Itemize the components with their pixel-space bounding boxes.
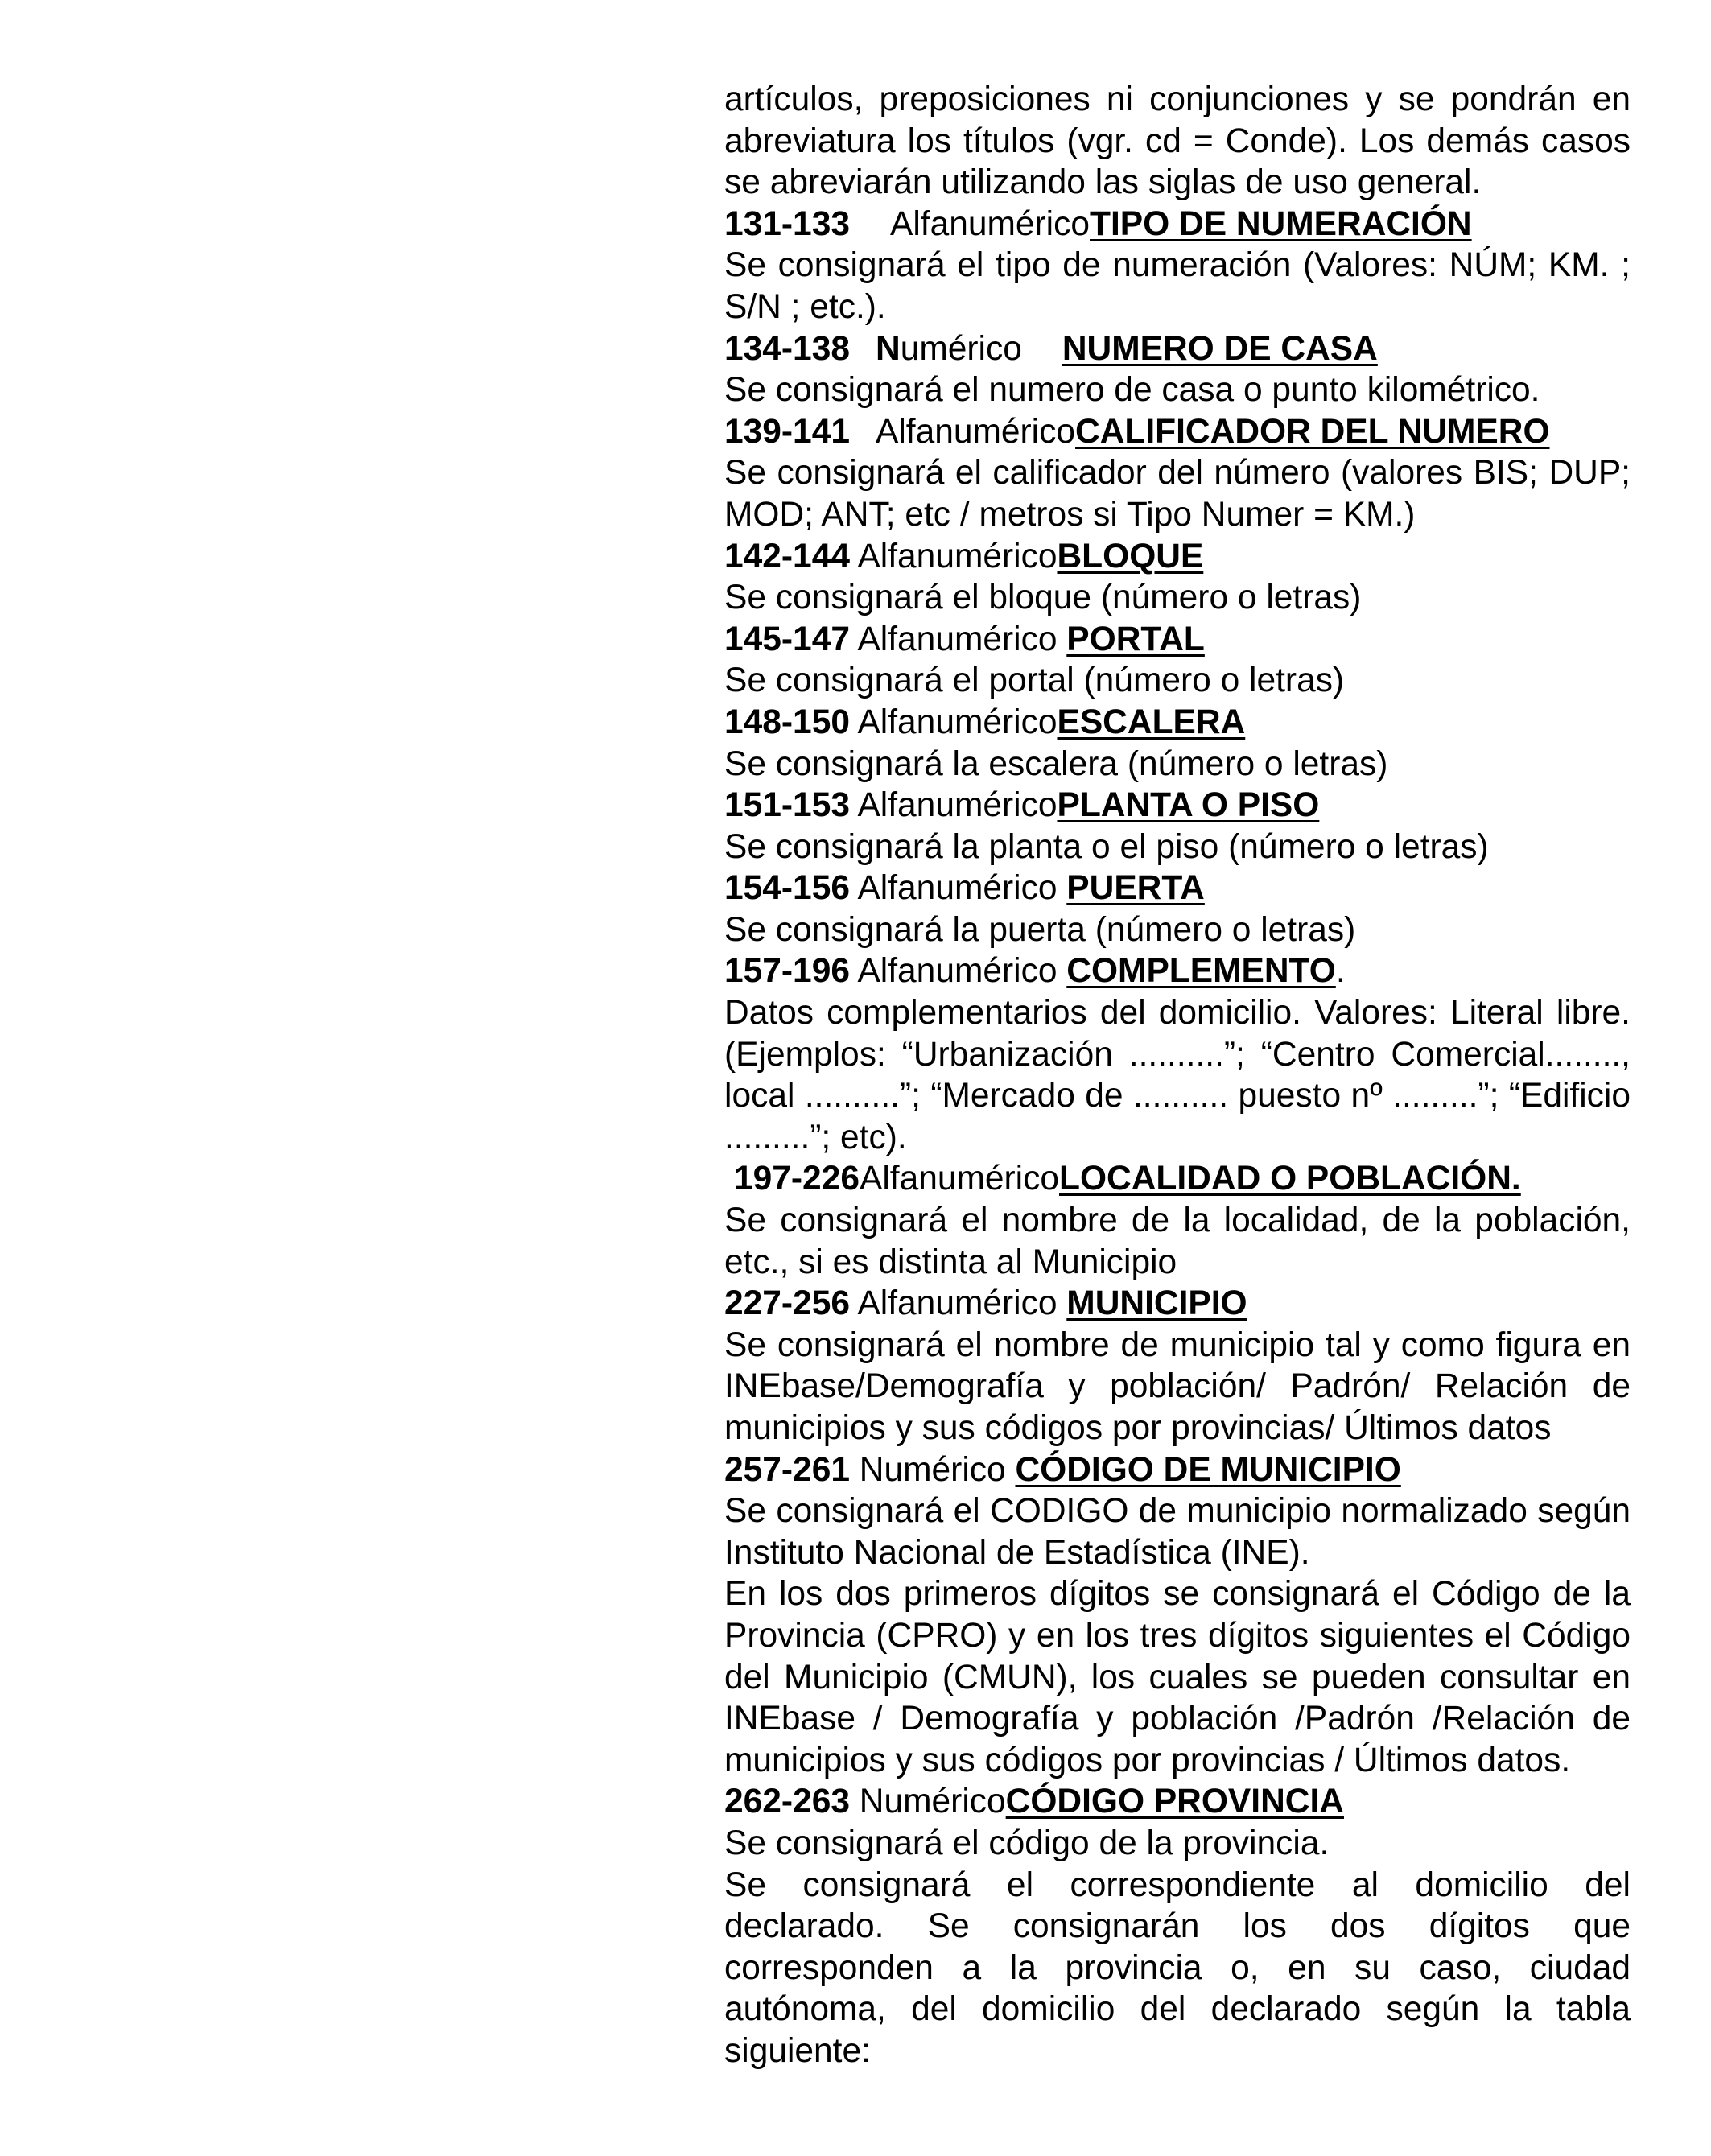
field-description: Se consignará la planta o el piso (número o letras) [724,827,1489,866]
field-type: Alfanumérico [857,952,1058,991]
field-description: Se consignará el nombre de municipio tal y como figura en INEbase/Demografía y población/ Padrón/ Relación de municipios y sus códigos por provincias/ Últimos datos [724,1325,1631,1447]
field-title: PLANTA O PISO [1057,786,1320,825]
field-range: 151-153 [724,786,850,825]
field-description: Se consignará la escalera (número o letras) [724,744,1388,783]
field-range: 139-141 [724,412,850,451]
field-description: Se consignará el portal (número o letras) [724,662,1345,700]
field-title: COMPLEMENTO [1066,952,1336,991]
field-title: ESCALERA [1057,703,1246,741]
field-type: Alfanumérico [857,786,1058,825]
field-type: umérico [900,329,1022,368]
field-range: 145-147 [724,620,850,658]
field-range: 262-263 [724,1783,850,1821]
field-header [724,868,1631,909]
field-header [724,785,1631,827]
field-title: PORTAL [1066,620,1205,658]
field-range: 257-261 [724,1450,850,1489]
field-description: Se consignará el bloque (número o letras) [724,579,1362,617]
field-type: Alfanumérico [857,703,1058,741]
field-range: 197-226 [734,1160,860,1198]
field-title: PUERTA [1066,869,1205,908]
field-description: Se consignará el correspondiente al domicilio del declarado. Se consignarán los dos dígitos que corresponden a la provincia o, en su caso, ciudad autónoma, del domicilio del declarado según la tabla siguiente: [724,1865,1631,2070]
intro-paragraph: artículos, preposiciones ni conjunciones y se pondrán en abreviatura los títulos (vgr. cd = Conde). Los demás casos se abreviarán utilizando las siglas de uso general. [724,80,1631,202]
field-type-initial: N [875,329,901,368]
field-header [724,702,1631,744]
field-header [724,950,1631,992]
field-range: 131-133 [724,204,850,243]
field-type: Alfanumérico [857,1284,1058,1323]
field-header [724,1158,1631,1200]
field-description: Datos complementarios del domicilio. Valores: Literal libre. (Ejemplos: “Urbanización ..........”; “Centro Comercial........, local ..........”; “Mercado de .......... puesto nº .........”; “Edificio .........”; etc). [724,994,1631,1156]
field-title: BLOQUE [1057,537,1204,575]
field-type: Alfanumérico [889,204,1091,243]
field-description: Se consignará la puerta (número o letras) [724,910,1356,949]
field-header [724,1781,1631,1823]
field-range: 142-144 [724,537,850,575]
field-description: Se consignará el calificador del número (valores BIS; DUP; MOD; ANT; etc / metros si Tipo Numer = KM.) [724,454,1631,534]
field-header [724,411,1631,453]
field-type: Alfanumérico [875,412,1076,451]
field-description: Se consignará el código de la provincia. [724,1824,1330,1862]
field-header [724,1449,1631,1491]
field-description: Se consignará el tipo de numeración (Valores: NÚM; KM. ; S/N ; etc.). [724,246,1631,326]
field-title: CÓDIGO DE MUNICIPIO [1015,1450,1401,1489]
field-type: Numérico [859,1783,1006,1821]
field-title: MUNICIPIO [1066,1284,1247,1323]
field-range: 154-156 [724,869,850,908]
field-type: Alfanumérico [857,537,1058,575]
field-range: 157-196 [724,952,850,991]
field-description: En los dos primeros dígitos se consignará el Código de la Provincia (CPRO) y en los tres dígitos siguientes el Código del Municipio (CMUN), los cuales se pueden consultar en INEbase / Demografía y población /Padrón /Relación de municipios y sus códigos por provincias / Últimos datos. [724,1575,1631,1779]
field-title: CALIFICADOR DEL NUMERO [1075,412,1550,451]
field-title: NUMERO DE CASA [1062,329,1378,368]
field-range: 134-138 [724,329,850,368]
field-description: Se consignará el numero de casa o punto kilométrico. [724,371,1540,410]
field-title: TIPO DE NUMERACIÓN [1090,204,1472,243]
field-title: LOCALIDAD O POBLACIÓN. [1059,1160,1521,1198]
field-range: 227-256 [724,1284,850,1323]
field-header [724,328,1631,370]
field-title-suffix: . [1335,952,1346,991]
field-header [724,619,1631,661]
field-type: Alfanumérico [857,620,1058,658]
field-description: Se consignará el CODIGO de municipio normalizado según Instituto Nacional de Estadística (INE). [724,1492,1631,1572]
field-type: Numérico [859,1450,1006,1489]
field-header [724,204,1631,245]
field-header [724,536,1631,578]
document-page [724,79,1631,2072]
field-title: CÓDIGO PROVINCIA [1005,1783,1344,1821]
field-type: Alfanumérico [857,869,1058,908]
field-description: Se consignará el nombre de la localidad, de la población, etc., si es distinta al Municipio [724,1202,1631,1281]
field-type: Alfanumérico [859,1160,1060,1198]
field-range: 148-150 [724,703,850,741]
field-header [724,1283,1631,1325]
